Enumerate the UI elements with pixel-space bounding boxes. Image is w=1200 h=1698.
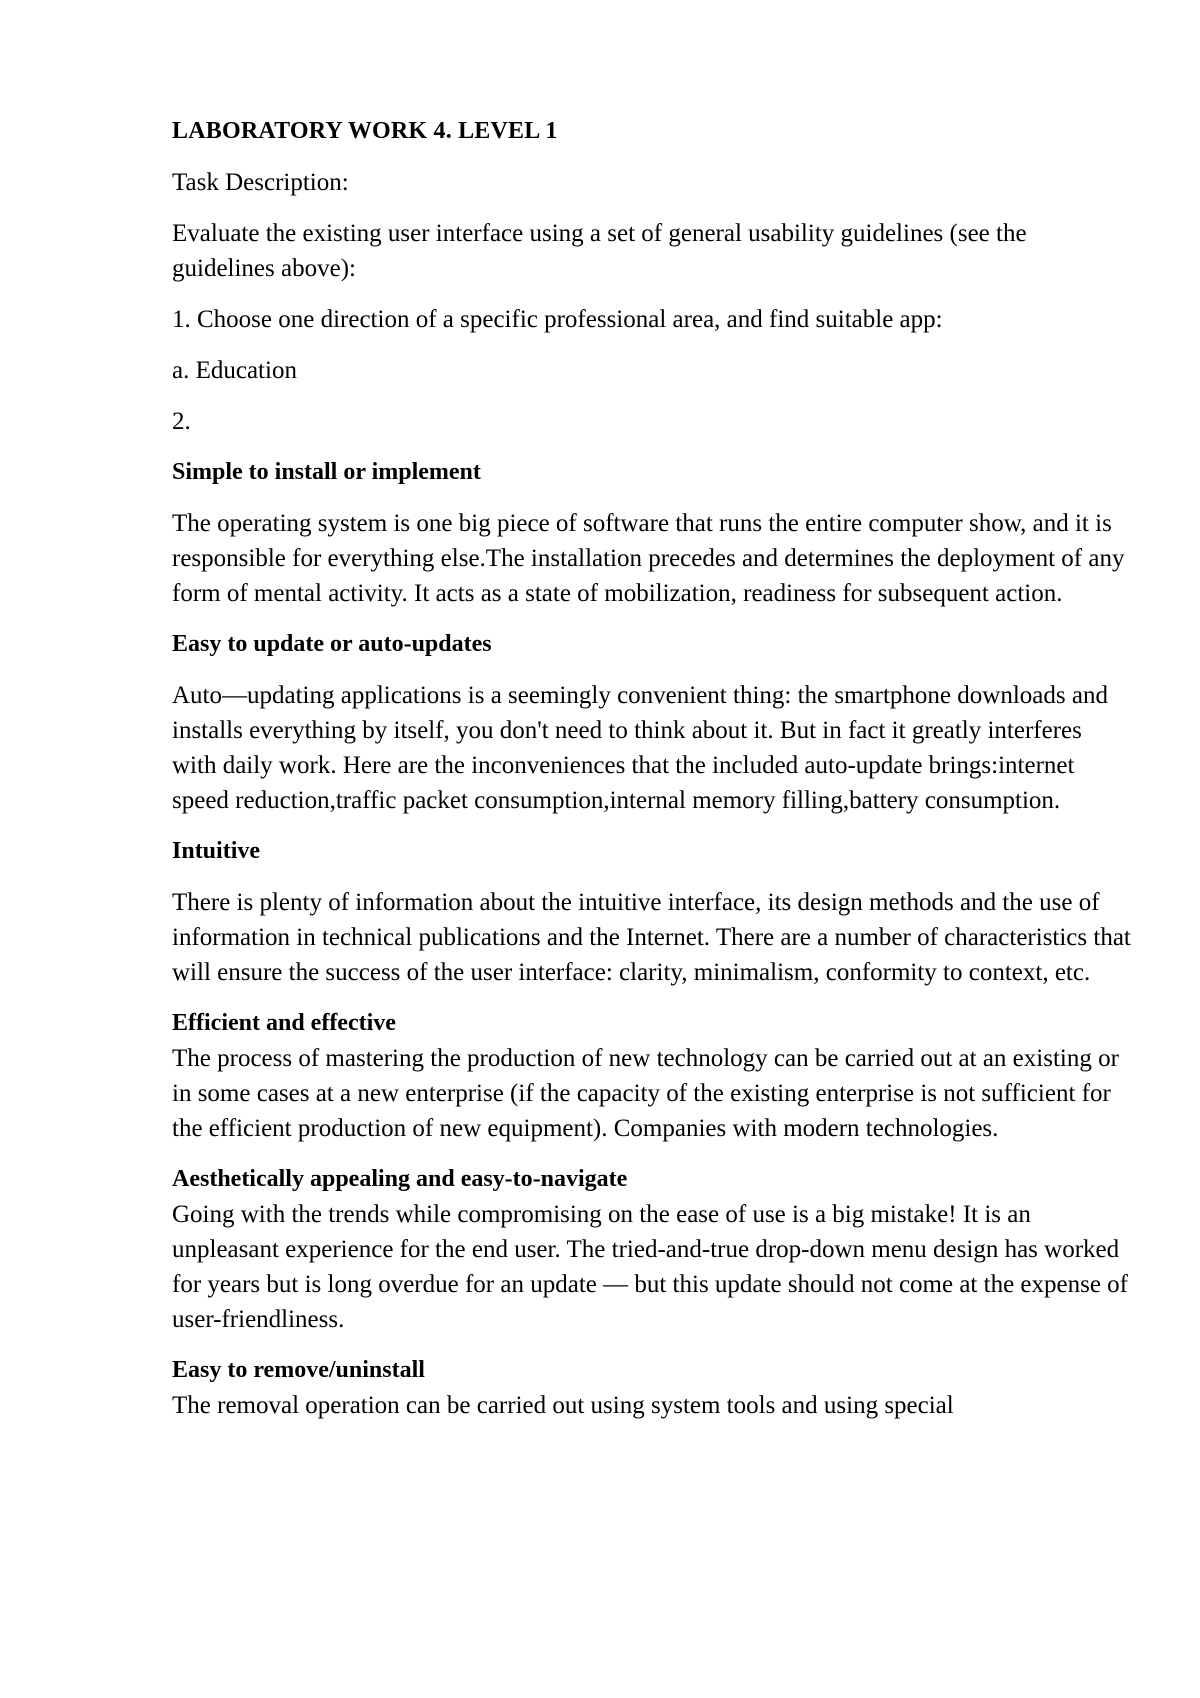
step-1a: a. Education [172,357,297,384]
section-heading-efficient: Efficient and effective [172,1010,396,1036]
section-body-aesthetic: Going with the trends while compromising on the ease of use is a big mistake! It is an unpleasant experience for the end user. The tried-and-true drop-down menu design has worked for years but is long overdue for an update — but this update should not come at the expense of user-friendliness. [172,1201,1129,1333]
task-description-label: Task Description: [172,169,349,196]
section-body-efficient: The process of mastering the production of new technology can be carried out at an existing or in some cases at a new enterprise (if the capacity of the existing enterprise is not sufficient for the efficient production of new equipment). Companies with modern technologies. [172,1045,1119,1142]
document-content [172,114,1132,1439]
step-2: 2. [172,408,191,435]
intro-paragraph: Evaluate the existing user interface using a set of general usability guidelines (see the guidelines above): [172,220,1027,282]
document-title: LABORATORY WORK 4. LEVEL 1 [172,118,558,144]
section-body-install: The operating system is one big piece of software that runs the entire computer show, and it is responsible for everything else.The installation precedes and determines the deployment of any form of mental activity. It acts as a state of mobilization, readiness for subsequent action. [172,510,1125,607]
section-heading-install: Simple to install or implement [172,459,481,485]
section-heading-aesthetic: Aesthetically appealing and easy-to-navigate [172,1166,628,1192]
section-body-intuitive: There is plenty of information about the intuitive interface, its design methods and the use of information in technical publications and the Internet. There are a number of characteristics that will ensure the success of the user interface: clarity, minimalism, conformity to context, etc. [172,889,1131,986]
section-heading-intuitive: Intuitive [172,838,261,864]
section-body-uninstall: The removal operation can be carried out using system tools and using special [172,1392,954,1419]
section-body-update: Auto—updating applications is a seemingly convenient thing: the smartphone downloads and installs everything by itself, you don't need to think about it. But in fact it greatly interferes with daily work. Here are the inconveniences that the included auto-update brings:internet speed reduction,traffic packet consumption,internal memory filling,battery consumption. [172,682,1108,814]
step-1: 1. Choose one direction of a specific professional area, and find suitable app: [172,306,943,333]
section-heading-uninstall: Easy to remove/uninstall [172,1357,425,1383]
section-heading-update: Easy to update or auto-updates [172,631,492,657]
